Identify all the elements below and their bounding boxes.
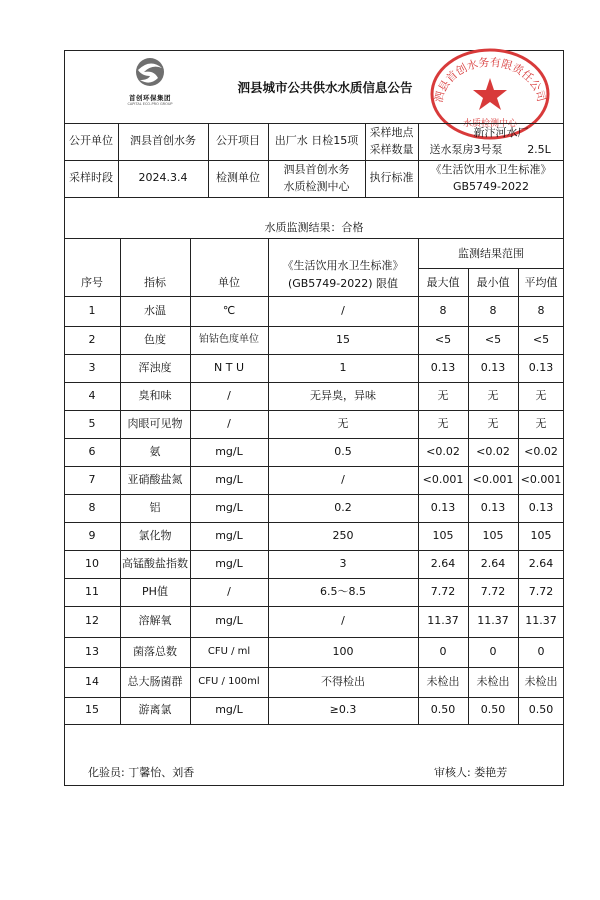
- cell-limit: 3: [339, 556, 347, 570]
- cell-item: 浑浊度: [138, 360, 172, 374]
- info-value-period: 2024.3.4: [138, 171, 188, 185]
- header-range: 监测结果范围: [458, 246, 524, 260]
- company-logo: [110, 56, 190, 106]
- cell-limit: 不得检出: [321, 674, 365, 688]
- cell-unit: mg/L: [215, 703, 243, 717]
- info-value-lab-2: 水质检测中心: [283, 179, 350, 193]
- monitoring-result: 水质监测结果：合格: [264, 220, 364, 234]
- cell-max: 0: [439, 644, 447, 658]
- cell-max: 无: [437, 388, 449, 402]
- info-label-period: 采样时段: [69, 171, 113, 185]
- info-value-standard-2: GB5749-2022: [452, 179, 530, 193]
- cell-min: 11.37: [477, 614, 509, 628]
- cell-avg: <0.001: [520, 472, 562, 486]
- cell-unit: /: [227, 416, 231, 430]
- info-value-project: 出厂水 日检15项: [274, 134, 359, 148]
- header-min: 最小值: [476, 275, 510, 289]
- cell-no: 15: [85, 703, 99, 717]
- header-standard-1: 《生活饮用水卫生标准》: [282, 258, 404, 272]
- info-label-standard: 执行标准: [369, 171, 414, 185]
- logo-name: 首创环保集团: [129, 94, 171, 102]
- cell-no: 1: [88, 303, 96, 317]
- cell-unit: N T U: [214, 360, 244, 374]
- cell-avg: 11.37: [525, 614, 557, 628]
- logo-subtitle: CAPITAL ECO-PRO GROUP: [127, 102, 173, 106]
- cell-no: 7: [88, 472, 96, 486]
- cell-max: <0.001: [422, 472, 464, 486]
- cell-max: 0.13: [430, 360, 456, 374]
- cell-min: 0.13: [480, 360, 506, 374]
- cell-max: 11.37: [427, 614, 459, 628]
- cell-no: 11: [85, 584, 99, 598]
- cell-no: 13: [85, 644, 99, 658]
- cell-unit: CFU / 100ml: [198, 676, 260, 688]
- cell-no: 6: [88, 444, 96, 458]
- cell-limit: /: [341, 472, 345, 486]
- cell-unit: mg/L: [215, 528, 243, 542]
- cell-min: 105: [482, 528, 504, 542]
- cell-item: 亚硝酸盐氮: [127, 472, 183, 486]
- cell-unit: mg/L: [215, 472, 243, 486]
- cell-limit: 0.2: [334, 500, 352, 514]
- cell-max: 105: [432, 528, 454, 542]
- cell-min: 8: [489, 303, 497, 317]
- header-max: 最大值: [426, 275, 460, 289]
- cell-max: <0.02: [426, 444, 460, 458]
- cell-no: 10: [85, 556, 99, 570]
- info-value-sampling-point: 送水泵房3号泵: [429, 142, 503, 156]
- tester-signature: 化验员: 丁馨怡、刘香: [88, 766, 195, 779]
- cell-item: 色度: [144, 332, 166, 346]
- cell-limit: 0.5: [334, 444, 352, 458]
- cell-unit: mg/L: [215, 556, 243, 570]
- info-label-sampling-site: 采样地点: [369, 125, 414, 139]
- reviewer-signature: 审核人: 娄艳芳: [434, 766, 508, 779]
- info-value-sampling-quantity: 2.5L: [527, 142, 551, 156]
- cell-no: 3: [88, 360, 96, 374]
- page-title: 泗县城市公共供水水质信息公告: [237, 79, 413, 95]
- cell-item: 氨: [149, 444, 161, 458]
- cell-min: 0.13: [480, 500, 506, 514]
- cell-item: 肉眼可见物: [127, 416, 183, 430]
- header-unit: 单位: [218, 275, 240, 289]
- cell-avg: 7.72: [528, 584, 554, 598]
- cell-no: 14: [85, 674, 99, 688]
- cell-item: 高锰酸盐指数: [122, 556, 188, 570]
- cell-unit: /: [227, 584, 231, 598]
- svg-text:泗县首创水务有限责任公司: 泗县首创水务有限责任公司: [431, 55, 548, 104]
- cell-avg: <5: [532, 332, 550, 346]
- info-value-lab-1: 泗县首创水务: [283, 162, 350, 176]
- cell-item: PH值: [142, 584, 168, 598]
- cell-limit: 15: [336, 332, 350, 346]
- cell-unit: mg/L: [215, 500, 243, 514]
- cell-max: 无: [437, 416, 449, 430]
- svg-text:水质检测中心: 水质检测中心: [462, 119, 518, 129]
- cell-max: 0.13: [430, 500, 456, 514]
- cell-min: 未检出: [476, 674, 510, 688]
- cell-unit: mg/L: [215, 614, 243, 628]
- cell-min: 2.64: [480, 556, 506, 570]
- cell-item: 水温: [144, 303, 166, 317]
- info-label-sampling-quantity: 采样数量: [369, 142, 414, 156]
- cell-avg: 2.64: [528, 556, 554, 570]
- cell-no: 9: [88, 528, 96, 542]
- cell-avg: <0.02: [524, 444, 558, 458]
- cell-max: 0.50: [430, 703, 456, 717]
- cell-min: 无: [487, 388, 499, 402]
- cell-min: <0.02: [476, 444, 510, 458]
- cell-max: 未检出: [426, 674, 460, 688]
- cell-avg: 0.13: [528, 500, 554, 514]
- logo-mark-icon: [110, 56, 190, 90]
- header-standard-2: (GB5749-2022) 限值: [287, 276, 399, 290]
- cell-limit: 无异臭，异味: [310, 388, 376, 402]
- info-label-lab: 检测单位: [216, 171, 260, 185]
- cell-avg: 0.50: [528, 703, 554, 717]
- header-avg: 平均值: [524, 275, 558, 289]
- cell-limit: 6.5～8.5: [320, 584, 366, 598]
- cell-unit: ℃: [222, 303, 236, 317]
- cell-unit: 铂钴色度单位: [199, 334, 259, 346]
- info-label-publisher: 公开单位: [69, 134, 113, 148]
- cell-unit: mg/L: [215, 444, 243, 458]
- cell-item: 臭和味: [138, 388, 172, 402]
- cell-avg: 无: [535, 416, 547, 430]
- cell-unit: CFU / ml: [207, 646, 251, 658]
- cell-no: 4: [88, 388, 96, 402]
- cell-max: 7.72: [430, 584, 456, 598]
- cell-limit: /: [341, 614, 345, 628]
- cell-item: 菌落总数: [133, 644, 177, 658]
- info-value-standard-1: 《生活饮用水卫生标准》: [430, 162, 552, 176]
- cell-item: 游离氯: [138, 703, 172, 717]
- cell-min: <0.001: [472, 472, 514, 486]
- cell-avg: 105: [530, 528, 552, 542]
- cell-item: 氯化物: [138, 528, 172, 542]
- cell-limit: 100: [332, 644, 354, 658]
- cell-avg: 0.13: [528, 360, 554, 374]
- cell-min: 0.50: [480, 703, 506, 717]
- info-value-publisher: 泗县首创水务: [130, 134, 196, 148]
- cell-avg: 无: [535, 388, 547, 402]
- cell-limit: /: [341, 303, 345, 317]
- cell-item: 溶解氧: [138, 614, 172, 628]
- header-item: 指标: [144, 275, 166, 289]
- info-value-sampling-site: 新汴河水厂: [473, 125, 529, 139]
- cell-limit: 无: [337, 416, 349, 430]
- header-no: 序号: [81, 275, 103, 289]
- cell-item: 铝: [149, 500, 161, 514]
- cell-max: <5: [434, 332, 452, 346]
- info-label-project: 公开项目: [216, 134, 260, 148]
- cell-max: 2.64: [430, 556, 456, 570]
- cell-no: 12: [85, 614, 99, 628]
- cell-avg: 未检出: [524, 674, 558, 688]
- cell-min: 无: [487, 416, 499, 430]
- cell-limit: 1: [339, 360, 347, 374]
- cell-no: 2: [88, 332, 96, 346]
- cell-no: 8: [88, 500, 96, 514]
- cell-min: 7.72: [480, 584, 506, 598]
- cell-limit: ≥0.3: [329, 703, 357, 717]
- cell-item: 总大肠菌群: [127, 674, 183, 688]
- cell-limit: 250: [332, 528, 354, 542]
- cell-max: 8: [439, 303, 447, 317]
- cell-avg: 8: [537, 303, 545, 317]
- cell-no: 5: [88, 416, 96, 430]
- cell-avg: 0: [537, 644, 545, 658]
- cell-min: 0: [489, 644, 497, 658]
- cell-unit: /: [227, 388, 231, 402]
- cell-min: <5: [484, 332, 502, 346]
